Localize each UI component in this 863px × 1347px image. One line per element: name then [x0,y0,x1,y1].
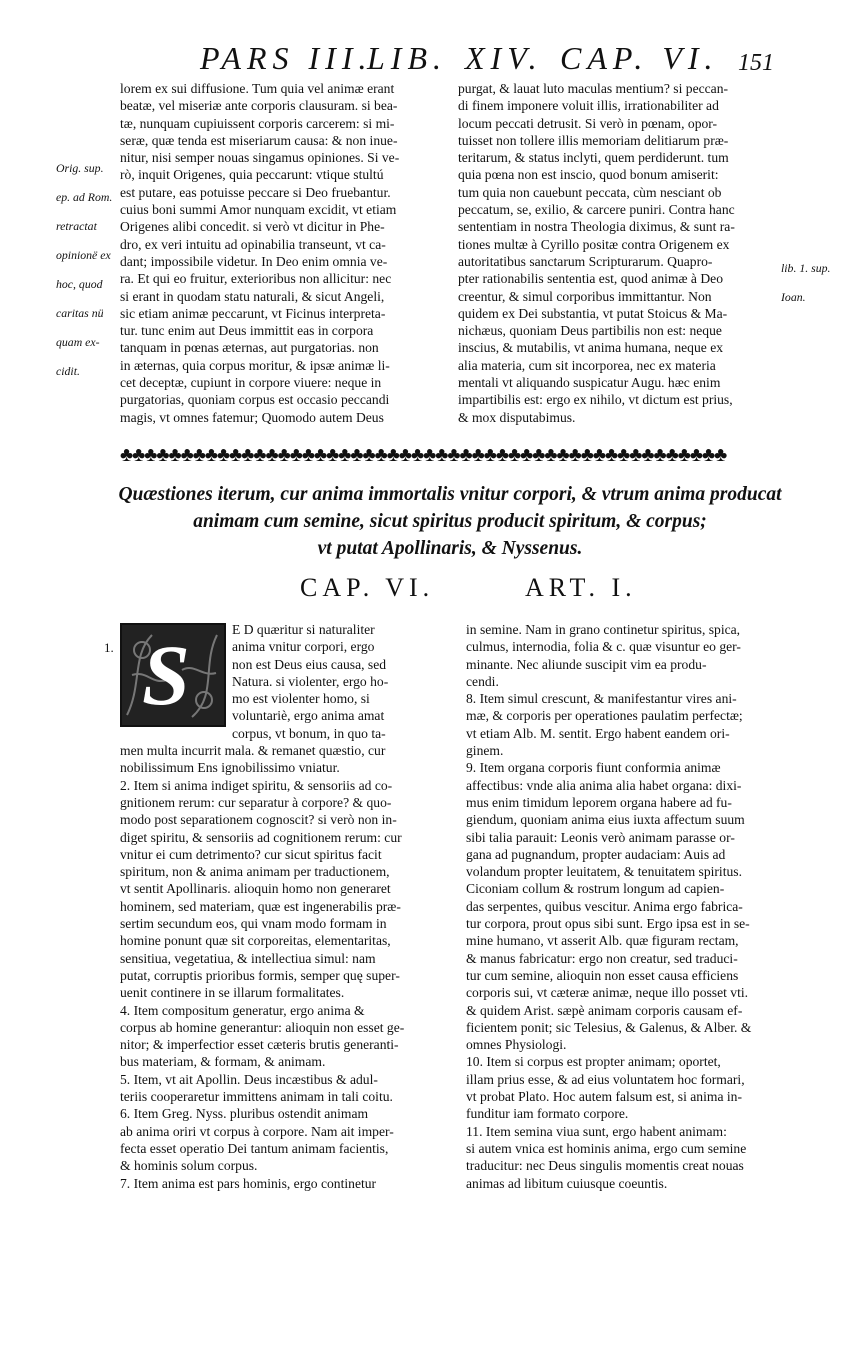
text-line: & mox disputabimus. [458,409,576,425]
text-line: & quidem Arist. sæpè animam corporis causam ef- [466,1002,743,1018]
text-line: di finem imponere voluit illis, irrationabiliter ad [458,98,719,114]
text-line: nitur, nisi semper nouas singamus opiniones. Si ve- [120,150,400,166]
text-line: fecta esset operatio Dei tantum animam facientis, [120,1140,389,1156]
header-book-number: XIV. [465,40,543,76]
text-line: cendi. [466,673,499,689]
text-line: bus materiam, & formam, & animam. [120,1054,326,1070]
gloss-line: quam ex- [56,335,100,350]
text-line: mæ, & corporis per operationes paulatim perfectæ; [466,708,743,724]
text-line: 7. Item anima est pars hominis, ergo continetur [120,1175,377,1191]
text-line: si autem vnica est hominis anima, ergo cum semine [466,1140,747,1156]
text-line: mus enim timidum leporem organa habere ad fu- [466,794,732,810]
text-line: dant; impossibile videtur. In Deo enim omnia ve- [120,253,388,269]
text-line: sententiam in nostra Theologia diximus, & sunt ra- [458,219,735,235]
text-line: spiritum, non & anima animam per traductionem, [120,864,390,880]
text-line: autoritatibus sanctarum Scripturarum. Quapro- [458,253,713,269]
section-title-line: vt putat Apollinaris, & Nyssenus. [317,538,583,559]
text-line: 2. Item si anima indiget spiritu, & sensoriis ad co- [120,777,393,793]
text-line: vt probat Plato. Hoc autem falsum est, si anima in- [466,1089,742,1105]
text-line: gnitionem rerum: cur separatur à corpore? & quo- [120,794,392,810]
text-line: non est Deus eius causa, sed [232,656,387,672]
text-line: & manus fabricatur: ergo non creatur, sed traduci- [466,950,738,966]
text-line: anima vnitur corpori, ergo [232,639,375,655]
text-line: est putare, eas potuisse peccare si Deo fruebantur. [120,184,391,200]
text-line: magis, vt omnes fatemur; Quomodo autem Deus [120,409,384,425]
text-line: vnitur ei cum detrimento? cur sicut spiritus facit [120,846,382,862]
text-line: mentali vt aliquando suspicatur Augu. hæc enim [458,375,721,391]
text-line: affectibus: vnde alia anima alia habet organa: dixi- [466,777,742,793]
text-line: das serpentes, quibus vescitur. Anima ergo fabrica- [466,898,743,914]
text-line: giendum, quoniam anima eius iuxta affectum suum [466,812,745,828]
text-line: creentur, & simul corporibus immittantur. Non [458,288,712,304]
text-line: si erant in quodam statu naturali, & sicut Angeli, [120,288,385,304]
text-line: 4. Item compositum generatur, ergo anima & [120,1002,365,1018]
text-line: 5. Item, vt ait Apollin. Deus incæstibus & adul- [120,1071,378,1087]
page-number: 151 [738,50,774,76]
article-heading: ART. I. [525,573,637,602]
text-line: corporis sui, vt cæteræ animæ, neque illo posset vti. [466,985,749,1001]
text-line: E D quæritur si naturaliter [232,622,375,637]
text-column-bottom-left [120,621,442,1192]
text-line: rò, inquit Origenes, quia peccarunt: vtique stultú [120,167,384,183]
text-line: tur corpora, prout opus sibi sunt. Ergo ipsa est in se- [466,916,750,932]
text-line: Ciconiam collum & rostrum longum ad capien- [466,881,725,897]
text-line: quidem ex Dei substantia, vt putat Stoicus & Ma- [458,305,728,321]
chapter-heading: CAP. VI. [300,573,435,602]
text-line: mo est violenter homo, si [232,691,370,707]
text-line: sic etiam animæ peccarunt, vt Ficinus interpreta- [120,305,386,321]
gloss-line: Orig. sup. [56,160,104,175]
text-line: nichæus, quoniam Deus partibilis non est: neque [458,323,722,339]
text-line: sensitiua, vegetatiua, & intellectiua simul: nam [120,950,376,966]
text-line: ra. Et qui eo fruitur, exterioribus non allicitur: nec [120,271,392,287]
text-line: hominem, sed materiam, quæ est ingenerabilis præ- [120,898,401,914]
text-line: ab anima oriri vt corpus à corpore. Nam ait imper- [120,1123,394,1139]
text-line: purgat, & lauat luto maculas mentium? si peccan- [458,81,729,96]
text-line: tæ, nunquam cupiuissent corporis carcerem: si mi- [120,115,395,131]
text-line: gana ad pugnandum, propter audaciam: Auis ad [466,846,726,862]
header-part: PARS III. [200,40,373,76]
text-line: omnes Physiologi. [466,1037,567,1053]
gloss-line: hoc, quod [56,277,103,292]
text-line: cet deceptæ, cupiunt in corpore viuere: neque in [120,375,382,391]
text-line: vt etiam Alb. M. sentit. Ergo habent eandem ori- [466,725,730,741]
gloss-line: retractat [56,218,97,233]
text-line: in æternas, quia corpus moritur, & ipsæ animæ li- [120,357,390,373]
text-line: pter rationabilis sententia est, quod animæ à Deo [458,271,724,287]
text-line: teriis cooperaretur immittens animam in tali coitu. [120,1089,393,1105]
section-title-line: Quæstiones iterum, cur anima immortalis vnitur corpori, & vtrum anima producat [118,484,782,505]
text-line: tur. tunc enim aut Deus immittit eas in corpora [120,323,374,339]
margin-gloss-right [781,248,843,318]
text-line: corpus ab homine generantur: alioquin non esset ge- [120,1019,405,1035]
text-line: inscius, & mutabilis, vt anima humana, neque ex [458,340,724,356]
margin-number: 1. [104,640,114,655]
gloss-line: opinionë ex [56,248,111,263]
text-line: ficientem ponit; sic Telesius, & Galenus, & Alber. & [466,1019,752,1035]
text-line: mine humano, vt asserit Alb. quæ figuram rectam, [466,933,739,949]
initial-letter: S [142,627,190,723]
margin-gloss-left [56,148,118,393]
running-header [190,40,790,80]
text-line: animas ad libitum cuiusque coeuntis. [466,1175,668,1191]
text-line: purgatorias, quoniam corpus est occasio peccandi [120,392,390,408]
text-line: 9. Item organa corporis fiunt conformia animæ [466,760,721,776]
header-chapter: CAP. VI. [560,40,719,76]
gloss-line: lib. 1. sup. [781,260,831,275]
text-line: uenit continere in se illarum formalitates. [120,985,345,1001]
text-line: Natura. si violenter, ergo ho- [232,673,389,689]
text-line: modo post separationem cognoscit? si verò non in- [120,812,397,828]
text-line: illam prius esse, & ad eius voluntatem hoc formari, [466,1071,745,1087]
text-line: corpus, vt bonum, in quo ta- [232,725,386,741]
gloss-line: Ioan. [781,289,806,304]
text-line: 11. Item semina viua sunt, ergo habent animam: [466,1123,727,1139]
text-line: men multa incurrit mala. & remanet quæstio, cur [120,743,386,759]
text-line: funditur iam formato corpore. [466,1106,629,1122]
text-line: minante. Nec aliunde suscipit vim ea produ- [466,656,707,672]
text-line: quia pœna non est inscio, quod bonum amiserit: [458,167,719,183]
text-line: tum quia non cauebunt peccata, cùm nesciant ob [458,184,722,200]
text-column-top-right [458,80,776,426]
text-line: tiones multæ à Cyrillo positæ contra Origenem ex [458,236,730,252]
text-line: nitor; & imperfectior esset cæteris brutis generanti- [120,1037,399,1053]
text-line: putat, corruptis prioribus formis, semper quę super- [120,967,400,983]
text-line: traducitur: nec Deus singulis momentis creat nouas [466,1158,744,1174]
text-column-top-left [120,80,440,426]
gloss-line: ep. ad Rom. [56,189,113,204]
text-line: tanquam in pœnas æternas, aut purgatorias. non [120,340,379,356]
text-line: vt sentit Apollinaris. alioquin homo non generaret [120,881,391,897]
text-line: sibi talia parauit: Leonis verò animam parasse or- [466,829,735,845]
text-line: locum peccati detrusit. Si verò in pœnam, opor- [458,115,718,131]
text-line: impartibilis est: ergo ex nihilo, vt dictum est prius, [458,392,733,408]
text-line: teritarum, & status inclyti, quem perdiderunt. tum [458,150,729,166]
body-lines [120,742,442,1192]
text-line: ginem. [466,743,504,759]
decorated-initial [120,623,226,727]
text-line: tur cum semine, alioquin non esset causa efficiens [466,967,739,983]
text-line: beatæ, vel miseriæ ante corporis clausuram. si bea- [120,98,398,114]
text-line: 10. Item si corpus est propter animam; oportet, [466,1054,721,1070]
section-title-line: animam cum semine, sicut spiritus producit spiritum, & corpus; [193,511,707,532]
gloss-line: cidit. [56,364,80,379]
text-line: homine ponunt quæ sit corporeitas, elementaritas, [120,933,391,949]
text-line: diget spiritu, & sensoriis ad cognitionem rerum: cur [120,829,402,845]
text-line: culmus, internodia, folia & c. quæ visuntur eo ger- [466,639,741,655]
text-line: 6. Item Greg. Nyss. pluribus ostendit animam [120,1106,369,1122]
text-line: lorem ex sui diffusione. Tum quia vel animæ erant [120,81,395,96]
ornamental-border: ♣♣♣♣♣♣♣♣♣♣♣♣♣♣♣♣♣♣♣♣♣♣♣♣♣♣♣♣♣♣♣♣♣♣♣♣♣♣♣♣♣♣♣♣♣♣♣♣♣♣ [120,444,727,466]
text-line: alia materia, cum sit incorporea, nec ex materia [458,357,716,373]
text-line: in semine. Nam in grano continetur spiritus, spica, [466,622,741,637]
text-line: dro, ex veri intuitu ad opinabilia transeunt, vt ca- [120,236,386,252]
text-line: seræ, quæ tenda est miseriarum causa: & non inue- [120,132,398,148]
header-lib: LIB. [367,40,447,76]
text-line: sertim secundum eos, qui vnam modo formam in [120,916,387,932]
text-line: 8. Item simul crescunt, & manifestantur vires ani- [466,691,737,707]
text-line: & hominis solum corpus. [120,1158,258,1174]
text-line: cuius boni summi Amor nunquam excidit, vt etiam [120,202,397,218]
text-line: peccatum, se, exilio, & carcere puniri. Contra hanc [458,202,735,218]
text-line: volandum propter leuitatem, & tenuitatem spiritus. [466,864,742,880]
text-column-bottom-right [466,621,780,1192]
text-line: nobilissimum Ens ignobilissimo vniatur. [120,760,340,776]
section-title [110,481,790,562]
text-line: tuisset non tollere illis memoriam delitiarum præ- [458,132,729,148]
gloss-line: caritas nü [56,306,104,321]
text-line: Origenes alibi concedit. si verò vt dicitur in Phe- [120,219,385,235]
text-line: voluntariè, ergo anima amat [232,708,385,724]
